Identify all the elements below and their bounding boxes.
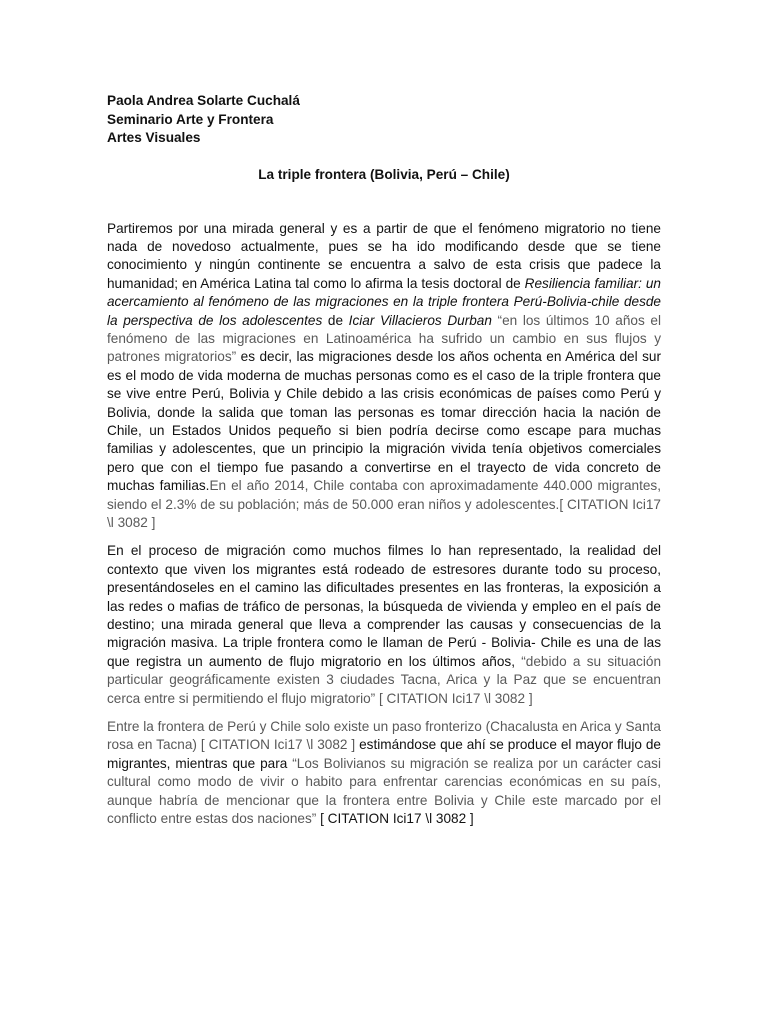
paragraph-3-body: estimándose que ahí se produce el mayor flujo de migrantes, mientras que para	[107, 737, 661, 771]
paragraph-2-quote: “debido a su situación particular geográficamente existen 3 ciudades Tacna, Arica y la Paz que se encuentran cerca entre si permitiendo el flujo migratorio” [ CITATION Ici17 \l 3082 ]	[107, 653, 661, 706]
paragraph-1-intro: Partiremos por una mirada general y es a partir de que el fenómeno migratorio no tiene nada de novedoso actualmente, pues se ha ido modificando desde que se tiene conocimiento y ningún continente se encuentra a salvo de esta crisis que padece la humanidad; en América Latina tal como lo afirma la tesis doctoral de	[107, 220, 661, 291]
paragraph-2-body: En el proceso de migración como muchos filmes lo han representado, la realidad del contexto que viven los migrantes está rodeado de estresores durante todo su proceso, presentándoseles en el camino las dificultades presentes en las fronteras, la exposición a las redes o mafias de tráfico de personas, la búsqueda de vivienda y empleo en el país de destino; una mirada general que lleva a comprender las causas y consecuencias de la migración masiva. La triple frontera como le llaman de Perú - Bolivia- Chile es una de las que registra un aumento de flujo migratorio en los últimos años,	[107, 543, 661, 669]
document-title: La triple frontera (Bolivia, Perú – Chile)	[258, 166, 510, 182]
paragraph-3	[107, 718, 661, 828]
paragraph-2	[107, 542, 661, 708]
paragraph-1	[107, 220, 661, 533]
paragraph-1-body: es decir, las migraciones desde los años ochenta en América del sur es el modo de vida moderna de muchas personas como es el caso de la triple frontera que se vive entre Perú, Bolivia y Chile debido a las crisis económicas de países como Perú y Bolivia, donde la salida que toman las personas es tomar dirección hacia la nación de Chile, un Estados Unidos pequeño si bien podría decirse como escape para muchas familias y adolescentes, que un principio la migración vivida tenía objetivos comerciales pero que con el tiempo fue pasando a convertirse en el trayecto de vida concreto de muchas familias.	[107, 349, 661, 494]
paragraph-1-quote: “en los últimos 10 años el fenómeno de las migraciones en Latinoamérica ha sufrido un cambio en sus flujos y patrones migratorios”	[107, 312, 662, 365]
program-name: Artes Visuales	[107, 130, 201, 145]
paragraph-1-stat: En el año 2014, Chile contaba con aproximadamente 440.000 migrantes, siendo el 2.3% de su población; más de 50.000 eran niños y adolescentes.	[107, 478, 661, 512]
citation-1: [ CITATION Ici17 \l 3082 ]	[107, 496, 661, 530]
author-name: Paola Andrea Solarte Cuchalá	[107, 93, 300, 108]
thesis-author: Iciar Villacieros Durban	[348, 312, 492, 328]
thesis-de: de	[322, 312, 349, 328]
paragraph-3-intro: Entre la frontera de Perú y Chile solo existe un paso fronterizo (Chacalusta en Arica y Santa rosa en Tacna) [ CITATION Ici17 \l 3082 ]	[107, 719, 661, 753]
paragraph-3-quote: “Los Bolivianos su migración se realiza por un carácter casi cultural como modo de vivir o habito para enfrentar carencias económicas en su país, aunque habría de mencionar que la frontera entre Bolivia y Chile este marcado por el conflicto entre estas dos naciones”	[107, 755, 661, 827]
document-page	[107, 92, 661, 829]
thesis-title: Resiliencia familiar: un acercamiento al fenómeno de las migraciones en la triple frontera Perú-Bolivia-chile desde la perspectiva de los adolescentes	[107, 275, 661, 328]
citation-3: [ CITATION Ici17 \l 3082 ]	[316, 811, 474, 827]
course-name: Seminario Arte y Frontera	[107, 111, 274, 127]
